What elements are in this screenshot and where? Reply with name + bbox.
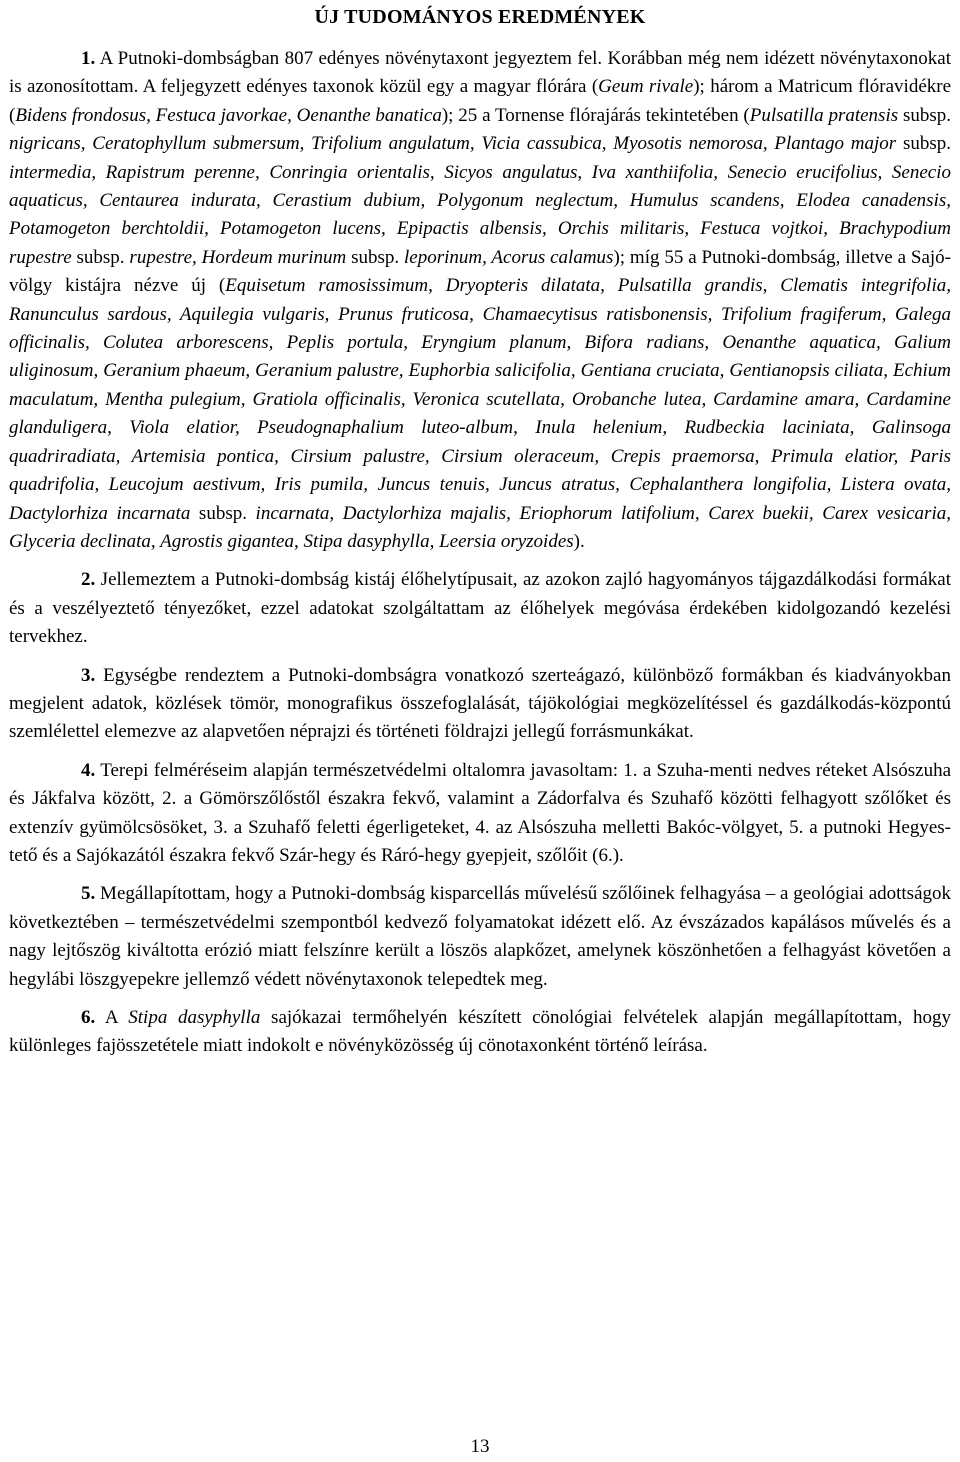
result-number: 3. (81, 664, 96, 686)
result-text: ); három a Matricum flóravidékre ( (9, 76, 952, 126)
result-text: subsp. (71, 246, 130, 268)
taxon-names: Bidens frondosus, Festuca javorkae, Oenanthe banatica (15, 104, 442, 126)
result-text: subsp. (346, 246, 405, 268)
result-text: Terepi felméréseim alapján természetvédelmi oltalomra javasoltam: 1. a Szuha-menti nedves réteket Alsószuha és Jákfalva között, 2. a Gömörszőlőstől északra fekvő, valamint a Zádorfalva és Szuhafő közötti felhagyott szőlőket és extenzív gyümölcsösöket, 3. a Szuhafő feletti égerligeteket, 4. az Alsószuha melletti Bakóc-völgyet, 5. a putnoki Hegyes-tető és a Sajókazától északra fekvő Szár-hegy és Ráró-hegy gyepjeit, szőlőit (6.). (9, 759, 951, 866)
result-item-3 (9, 662, 951, 747)
section-heading: ÚJ TUDOMÁNYOS EREDMÉNYEK (314, 6, 646, 28)
result-text: subsp. (896, 133, 951, 155)
result-item-6 (9, 1004, 951, 1061)
taxon-names: Equisetum ramosissimum, Dryopteris dilatata, Pulsatilla grandis, Clematis integrifolia, Ranunculus sardous, Aquilegia vulgaris, Prunus fruticosa, Chamaecytisus ratisbonensis, Trifolium fragiferum, Galega officinalis, Colutea arborescens, Peplis portula, Eryngium planum, Bifora radians, Oenanthe aquatica, Galium uliginosum, Geranium phaeum, Geranium palustre, Euphorbia salicifolia, Gentiana cruciata, Gentianopsis ciliata, Echium maculatum, Mentha pulegium, Gratiola officinalis, Veronica scutellata, Orobanche lutea, Cardamine amara, Cardamine glanduligera, Viola elatior, Pseudognaphalium luteo-album, Inula helenium, Rudbeckia laciniata, Galinsoga quadriradiata, Artemisia pontica, Cirsium palustre, Cirsium oleraceum, Crepis praemorsa, Primula elatior, Paris quadrifolia, Leucojum aestivum, Iris pumila, Juncus tenuis, Juncus atratus, Cephalanthera longifolia, Listera ovata, Dactylorhiza incarnata (9, 275, 951, 524)
taxon-names: intermedia, Rapistrum perenne, Conringia orientalis, Sicyos angulatus, Iva xanthiifolia, Senecio erucifolius, Senecio aquaticus, Centaurea indurata, Cerastium dubium, Polygonum neglectum, Humulus scandens, Elodea canadensis, Potamogeton berchtoldii, Potamogeton lucens, Epipactis albensis, Orchis militaris, Festuca vojtkoi, Brachypodium rupestre (9, 161, 951, 268)
result-item-5 (9, 880, 951, 994)
result-text: subsp. (898, 104, 951, 126)
result-text: Megállapítottam, hogy a Putnoki-dombság kisparcellás művelésű szőlőinek felhagyása – a geológiai adottságok következtében – természetvédelmi szempontból kedvező folyamatokat idézett elő. Az évszázados kapálásos művelés és a nagy lejtőszög kiváltotta erózió miatt felszínre került a löszös alapkőzet, amelynek köszönhetően a felhagyást követően a hegylábi löszgyepekre jellemző védett növénytaxonok telepedtek meg. (9, 883, 952, 990)
results-list (9, 45, 951, 1061)
result-text: ). (573, 530, 585, 552)
result-item-4 (9, 757, 951, 871)
taxon-names: incarnata, Dactylorhiza majalis, Eriophorum latifolium, Carex buekii, Carex vesicaria, Glyceria declinata, Agrostis gigantea, Stipa dasyphylla, Leersia oryzoides (9, 502, 951, 552)
taxon-names: Geum rivale (598, 76, 694, 98)
result-item-2 (9, 566, 951, 651)
result-item-1 (9, 45, 951, 556)
taxon-names: leporinum, Acorus calamus (404, 246, 614, 268)
result-number: 4. (81, 759, 96, 781)
result-number: 6. (81, 1007, 96, 1028)
page-number: 13 (470, 1436, 490, 1457)
taxon-names: Pulsatilla pratensis (749, 104, 899, 126)
result-text: A Putnoki-dombságban 807 edényes növénytaxont jegyeztem fel. Korábban még nem idézett növénytaxonokat is azonosítottam. A feljegyzett edényes taxonok közül egy a magyar flórára ( (9, 48, 951, 98)
result-text: sajókazai termőhelyén készített cönológiai felvételek alapján megállapítottam, hogy különleges fajösszetétele miatt indokolt e növényközösség új cönotaxonként történő leírása. (9, 1007, 952, 1057)
result-text: A (104, 1007, 129, 1028)
result-number: 2. (81, 569, 96, 591)
result-text: ); míg 55 a Putnoki-dombság, illetve a Sajó-völgy kistájra nézve új ( (9, 246, 951, 297)
result-text: subsp. (190, 502, 256, 524)
result-text: Egységbe rendeztem a Putnoki-dombságra vonatkozó szerteágazó, különböző formákban és kiadványokban megjelent adatok, közlések tömör, monografikus összefoglalását, tájökológiai megközelítéssel és gazdálkodás-központú szemlélettel elemezve az alapvetően néprajzi és történeti földrajzi jellegű forrásmunkákat. (9, 664, 951, 743)
taxon-names: rupestre, Hordeum murinum (129, 246, 347, 268)
taxon-names: Stipa dasyphylla (128, 1007, 261, 1028)
result-text: ); 25 a Tornense flórajárás tekintetében ( (441, 104, 750, 126)
result-number: 5. (81, 883, 96, 905)
result-text: Jellemeztem a Putnoki-dombság kistáj élőhelytípusait, az azokon zajló hagyományos tájgazdálkodási formákat és a veszélyeztető tényezőket, ezzel adatokat szolgáltattam az élőhelyek megóvása érdekében kidolgozandó kezelési tervekhez. (9, 569, 951, 648)
result-number: 1. (81, 48, 96, 69)
taxon-names: nigricans, Ceratophyllum submersum, Trifolium angulatum, Vicia cassubica, Myosotis nemorosa, Plantago major (9, 133, 897, 155)
